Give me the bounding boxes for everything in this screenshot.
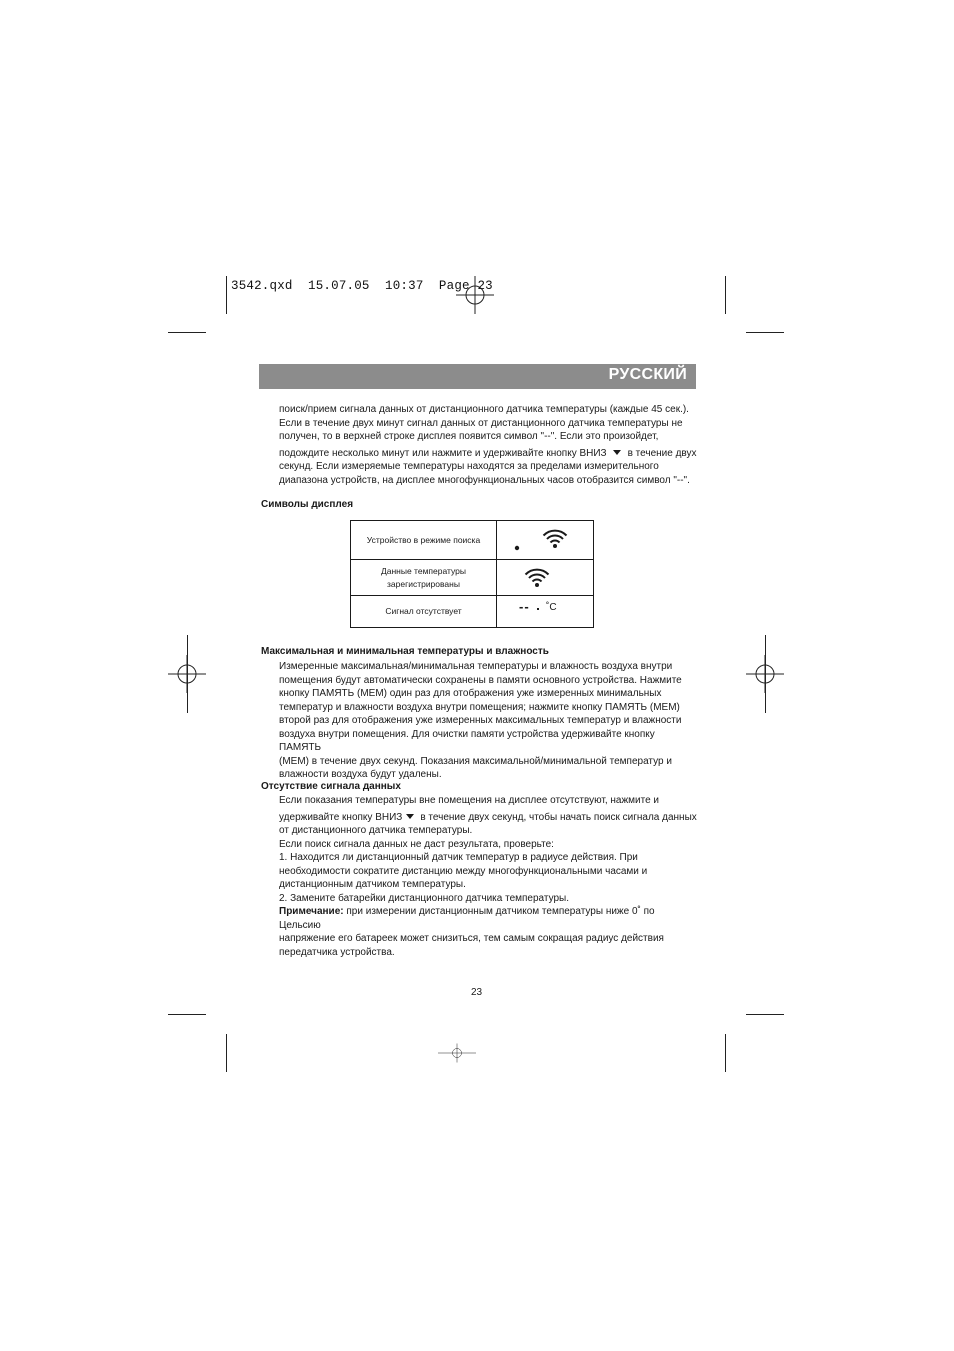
signal-search-icon xyxy=(497,522,593,559)
text-fragment: удерживайте кнопку ВНИЗ xyxy=(279,811,403,823)
language-label: РУССКИЙ xyxy=(608,366,687,383)
text-line: напряжение его батареек может снизиться, тем самым сокращая радиус действия xyxy=(279,933,664,944)
crop-mark xyxy=(725,1034,726,1072)
crop-mark xyxy=(168,332,206,333)
no-signal-paragraph xyxy=(279,794,699,959)
intro-paragraph xyxy=(279,403,699,487)
symbol-label xyxy=(351,560,497,596)
text-line xyxy=(279,811,699,825)
text-line: от дистанционного датчика температуры. xyxy=(279,825,473,836)
note-label: Примечание: xyxy=(279,906,344,917)
down-arrow-icon xyxy=(613,450,621,455)
down-arrow-icon xyxy=(406,814,414,819)
text-line: (MEM) в течение двух секунд. Показания максимальной/минимальной температур и xyxy=(279,755,672,767)
text-line: влажности воздуха будут удалены. xyxy=(279,769,442,780)
text-line: воздуха внутри помещения. Для очистки памяти устройства удерживайте кнопку ПАМЯТЬ xyxy=(279,728,655,753)
section-title-display-symbols: Символы дисплея xyxy=(261,499,354,510)
symbol-label-line: Данные температуры xyxy=(380,565,467,576)
text-line: необходимости сократите дистанцию между многофункциональными часами и xyxy=(279,865,648,877)
language-header-bar xyxy=(259,364,696,389)
text-fragment: в течение двух секунд, чтобы начать поиск сигнала данных xyxy=(420,811,697,823)
temperature-unit: ˚C xyxy=(546,602,557,613)
text-fragment: подождите несколько минут или нажмите и удерживайте кнопку ВНИЗ xyxy=(279,447,607,459)
symbol-label-line: зарегистрированы xyxy=(387,578,460,589)
no-signal-dashes: -- xyxy=(519,599,530,614)
crop-mark xyxy=(226,1034,227,1072)
text-line: Если в течение двух минут сигнал данных от дистанционного датчика температуры не xyxy=(279,417,683,429)
file-slug: 3542.qxd 15.07.05 10:37 Page 23 xyxy=(231,279,493,293)
table-row xyxy=(351,560,594,596)
registration-mark-icon xyxy=(438,1034,476,1072)
text-line: Измеренные максимальная/минимальная температуры и влажность воздуха внутри xyxy=(279,661,673,672)
symbol-label: Сигнал отсутствует xyxy=(351,596,497,628)
maxmin-paragraph xyxy=(279,660,699,782)
text-line: дистанционным датчиком температуры. xyxy=(279,879,466,890)
section-title-maxmin: Максимальная и минимальная температуры и влажность xyxy=(261,646,549,657)
crop-mark xyxy=(746,332,784,333)
decimal-point xyxy=(537,608,539,610)
text-line: 2. Замените батарейки дистанционного датчика температуры. xyxy=(279,892,569,904)
text-line: температур и влажности воздуха внутри помещения; нажмите кнопку ПАМЯТЬ (MEM) xyxy=(279,701,680,713)
page-number: 23 xyxy=(471,987,483,998)
signal-icon xyxy=(497,561,593,595)
symbol-cell xyxy=(497,596,594,628)
text-line: Если показания температуры вне помещения на дисплее отсутствуют, нажмите и xyxy=(279,795,660,806)
text-line: секунд. Если измеряемые температуры находятся за пределами измерительного xyxy=(279,461,659,472)
text-line: Если поиск сигнала данных не даст результата, проверьте: xyxy=(279,838,554,850)
text-fragment: в течение двух xyxy=(627,447,697,459)
crop-mark xyxy=(765,635,766,713)
text-line: получен, то в верхней строке дисплея появится символ "--". Если это произойдет, xyxy=(279,431,659,442)
text-line: второй раз для отображения уже измеренных максимальных температур и влажности xyxy=(279,715,682,726)
display-symbols-table xyxy=(350,520,594,628)
symbol-cell xyxy=(497,560,594,596)
table-row xyxy=(351,521,594,560)
crop-mark xyxy=(725,276,726,314)
symbol-cell xyxy=(497,521,594,560)
text-line: передатчика устройства. xyxy=(279,946,395,958)
crop-mark xyxy=(168,1014,206,1015)
crop-mark xyxy=(226,276,227,314)
note-text: при измерении дистанционным датчиком температуры ниже 0˚ по Цельсию xyxy=(279,906,655,931)
symbol-label: Устройство в режиме поиска xyxy=(351,521,497,560)
text-line: диапазона устройств, на дисплее многофункциональных часов отобразится символ "--". xyxy=(279,474,690,486)
section-title-no-signal: Отсутствие сигнала данных xyxy=(261,781,401,792)
table-row xyxy=(351,596,594,628)
crop-mark xyxy=(746,1014,784,1015)
text-line xyxy=(279,447,699,461)
text-line xyxy=(279,905,699,932)
text-line: помещения будут автоматически сохранены в памяти основного устройства. Нажмите xyxy=(279,674,682,686)
text-line: поиск/прием сигнала данных от дистанционного датчика температуры (каждые 45 сек.). xyxy=(279,404,689,415)
text-line: кнопку ПАМЯТЬ (MEM) один раз для отображения уже измеренных минимальных xyxy=(279,688,662,699)
crop-mark xyxy=(187,635,188,713)
text-line: 1. Находится ли дистанционный датчик температур в радиусе действия. При xyxy=(279,852,638,863)
